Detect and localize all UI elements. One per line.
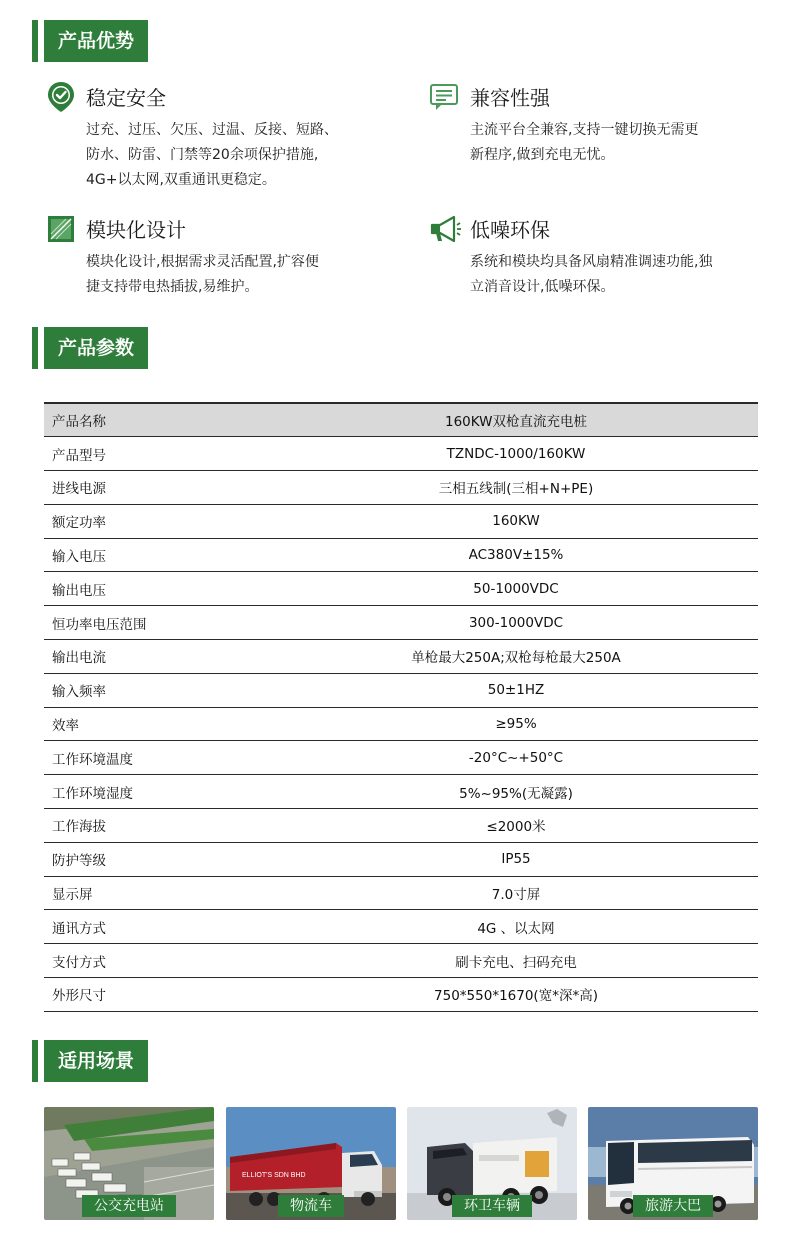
param-value: -20°C~+50°C — [274, 741, 758, 775]
feature-title: 稳定安全 — [86, 86, 166, 110]
table-row — [44, 572, 758, 606]
feature-description — [470, 250, 790, 300]
feature-desc-line: 立消音设计,低噪环保。 — [470, 279, 615, 295]
param-value: 单枪最大250A;双枪每枪最大250A — [274, 640, 758, 674]
param-value: ≥95% — [274, 707, 758, 741]
param-value: 160KW — [274, 504, 758, 538]
section-title: 产品优势 — [44, 20, 148, 62]
table-row — [44, 437, 758, 471]
section-accent-bar — [32, 20, 38, 62]
feature-title: 低噪环保 — [470, 218, 550, 242]
scene-caption: 旅游大巴 — [633, 1195, 713, 1217]
feature-desc-line: 防水、防雷、门禁等20余项保护措施, — [86, 147, 319, 163]
param-name: 工作环境温度 — [44, 741, 274, 775]
feature-modular-design — [44, 212, 374, 302]
param-name: 进线电源 — [44, 471, 274, 505]
param-name: 输出电流 — [44, 640, 274, 674]
feature-desc-line: 模块化设计,根据需求灵活配置,扩容便 — [86, 254, 319, 270]
param-name: 工作海拔 — [44, 809, 274, 843]
scene-caption: 环卫车辆 — [452, 1195, 532, 1217]
param-value: TZNDC-1000/160KW — [274, 437, 758, 471]
param-value: 7.0寸屏 — [274, 876, 758, 910]
param-name: 工作环境湿度 — [44, 775, 274, 809]
feature-desc-line: 系统和模块均具备风扇精准调速功能,独 — [470, 254, 713, 270]
param-name: 效率 — [44, 707, 274, 741]
scene-bus-charging-station — [44, 1107, 214, 1220]
table-row — [44, 538, 758, 572]
param-value: 300-1000VDC — [274, 606, 758, 640]
scene-caption: 公交充电站 — [82, 1195, 176, 1217]
param-name: 产品型号 — [44, 437, 274, 471]
param-value: 50-1000VDC — [274, 572, 758, 606]
param-name: 输出电压 — [44, 572, 274, 606]
param-value: 4G 、以太网 — [274, 910, 758, 944]
megaphone-icon — [428, 212, 462, 246]
table-row — [44, 673, 758, 707]
feature-description — [86, 250, 406, 300]
feature-desc-line: 过充、过压、欠压、过温、反接、短路、 — [86, 122, 338, 138]
feature-title: 兼容性强 — [470, 86, 550, 110]
feature-stable-safe — [44, 80, 374, 190]
feature-description — [470, 118, 790, 168]
param-name: 通讯方式 — [44, 910, 274, 944]
param-name: 显示屏 — [44, 876, 274, 910]
table-row — [44, 978, 758, 1012]
scene-tourist-coach — [588, 1107, 758, 1220]
feature-low-noise — [428, 212, 758, 302]
table-row — [44, 944, 758, 978]
table-header-cell: 160KW双枪直流充电桩 — [274, 403, 758, 437]
section-title: 适用场景 — [44, 1040, 148, 1082]
table-row — [44, 910, 758, 944]
param-value: 750*550*1670(宽*深*高) — [274, 978, 758, 1012]
truck-lettering: ELLIOT'S SDN BHD — [242, 1172, 306, 1179]
scene-logistics-truck — [226, 1107, 396, 1220]
table-row — [44, 606, 758, 640]
table-row — [44, 640, 758, 674]
param-value: AC380V±15% — [274, 538, 758, 572]
param-name: 支付方式 — [44, 944, 274, 978]
section-accent-bar — [32, 327, 38, 369]
param-value: 刷卡充电、扫码充电 — [274, 944, 758, 978]
table-row — [44, 471, 758, 505]
table-row — [44, 775, 758, 809]
feature-compatibility — [428, 80, 758, 190]
table-row — [44, 504, 758, 538]
scene-caption: 物流车 — [278, 1195, 344, 1217]
table-header-cell: 产品名称 — [44, 403, 274, 437]
param-name: 防护等级 — [44, 842, 274, 876]
section-accent-bar — [32, 1040, 38, 1082]
param-name: 额定功率 — [44, 504, 274, 538]
table-row — [44, 842, 758, 876]
param-name: 恒功率电压范围 — [44, 606, 274, 640]
param-name: 外形尺寸 — [44, 978, 274, 1012]
param-value: 三相五线制(三相+N+PE) — [274, 471, 758, 505]
shield-check-icon — [44, 80, 78, 114]
chat-window-icon — [428, 80, 462, 114]
feature-desc-line: 主流平台全兼容,支持一键切换无需更 — [470, 122, 699, 138]
feature-desc-line: 捷支持带电热插拔,易维护。 — [86, 279, 259, 295]
param-name: 输入电压 — [44, 538, 274, 572]
section-title: 产品参数 — [44, 327, 148, 369]
param-value: 50±1HZ — [274, 673, 758, 707]
param-value: IP55 — [274, 842, 758, 876]
feature-desc-line: 4G+以太网,双重通讯更稳定。 — [86, 172, 276, 188]
table-header-row — [44, 403, 758, 437]
param-value: ≤2000米 — [274, 809, 758, 843]
scene-sanitation-vehicle — [407, 1107, 577, 1220]
table-row — [44, 707, 758, 741]
param-value: 5%~95%(无凝露) — [274, 775, 758, 809]
product-params-table — [44, 402, 758, 1012]
param-name: 输入频率 — [44, 673, 274, 707]
table-row — [44, 809, 758, 843]
feature-description — [86, 118, 406, 193]
feature-title: 模块化设计 — [86, 218, 186, 242]
feature-desc-line: 新程序,做到充电无忧。 — [470, 147, 615, 163]
table-row — [44, 741, 758, 775]
table-row — [44, 876, 758, 910]
module-grid-icon — [44, 212, 78, 246]
